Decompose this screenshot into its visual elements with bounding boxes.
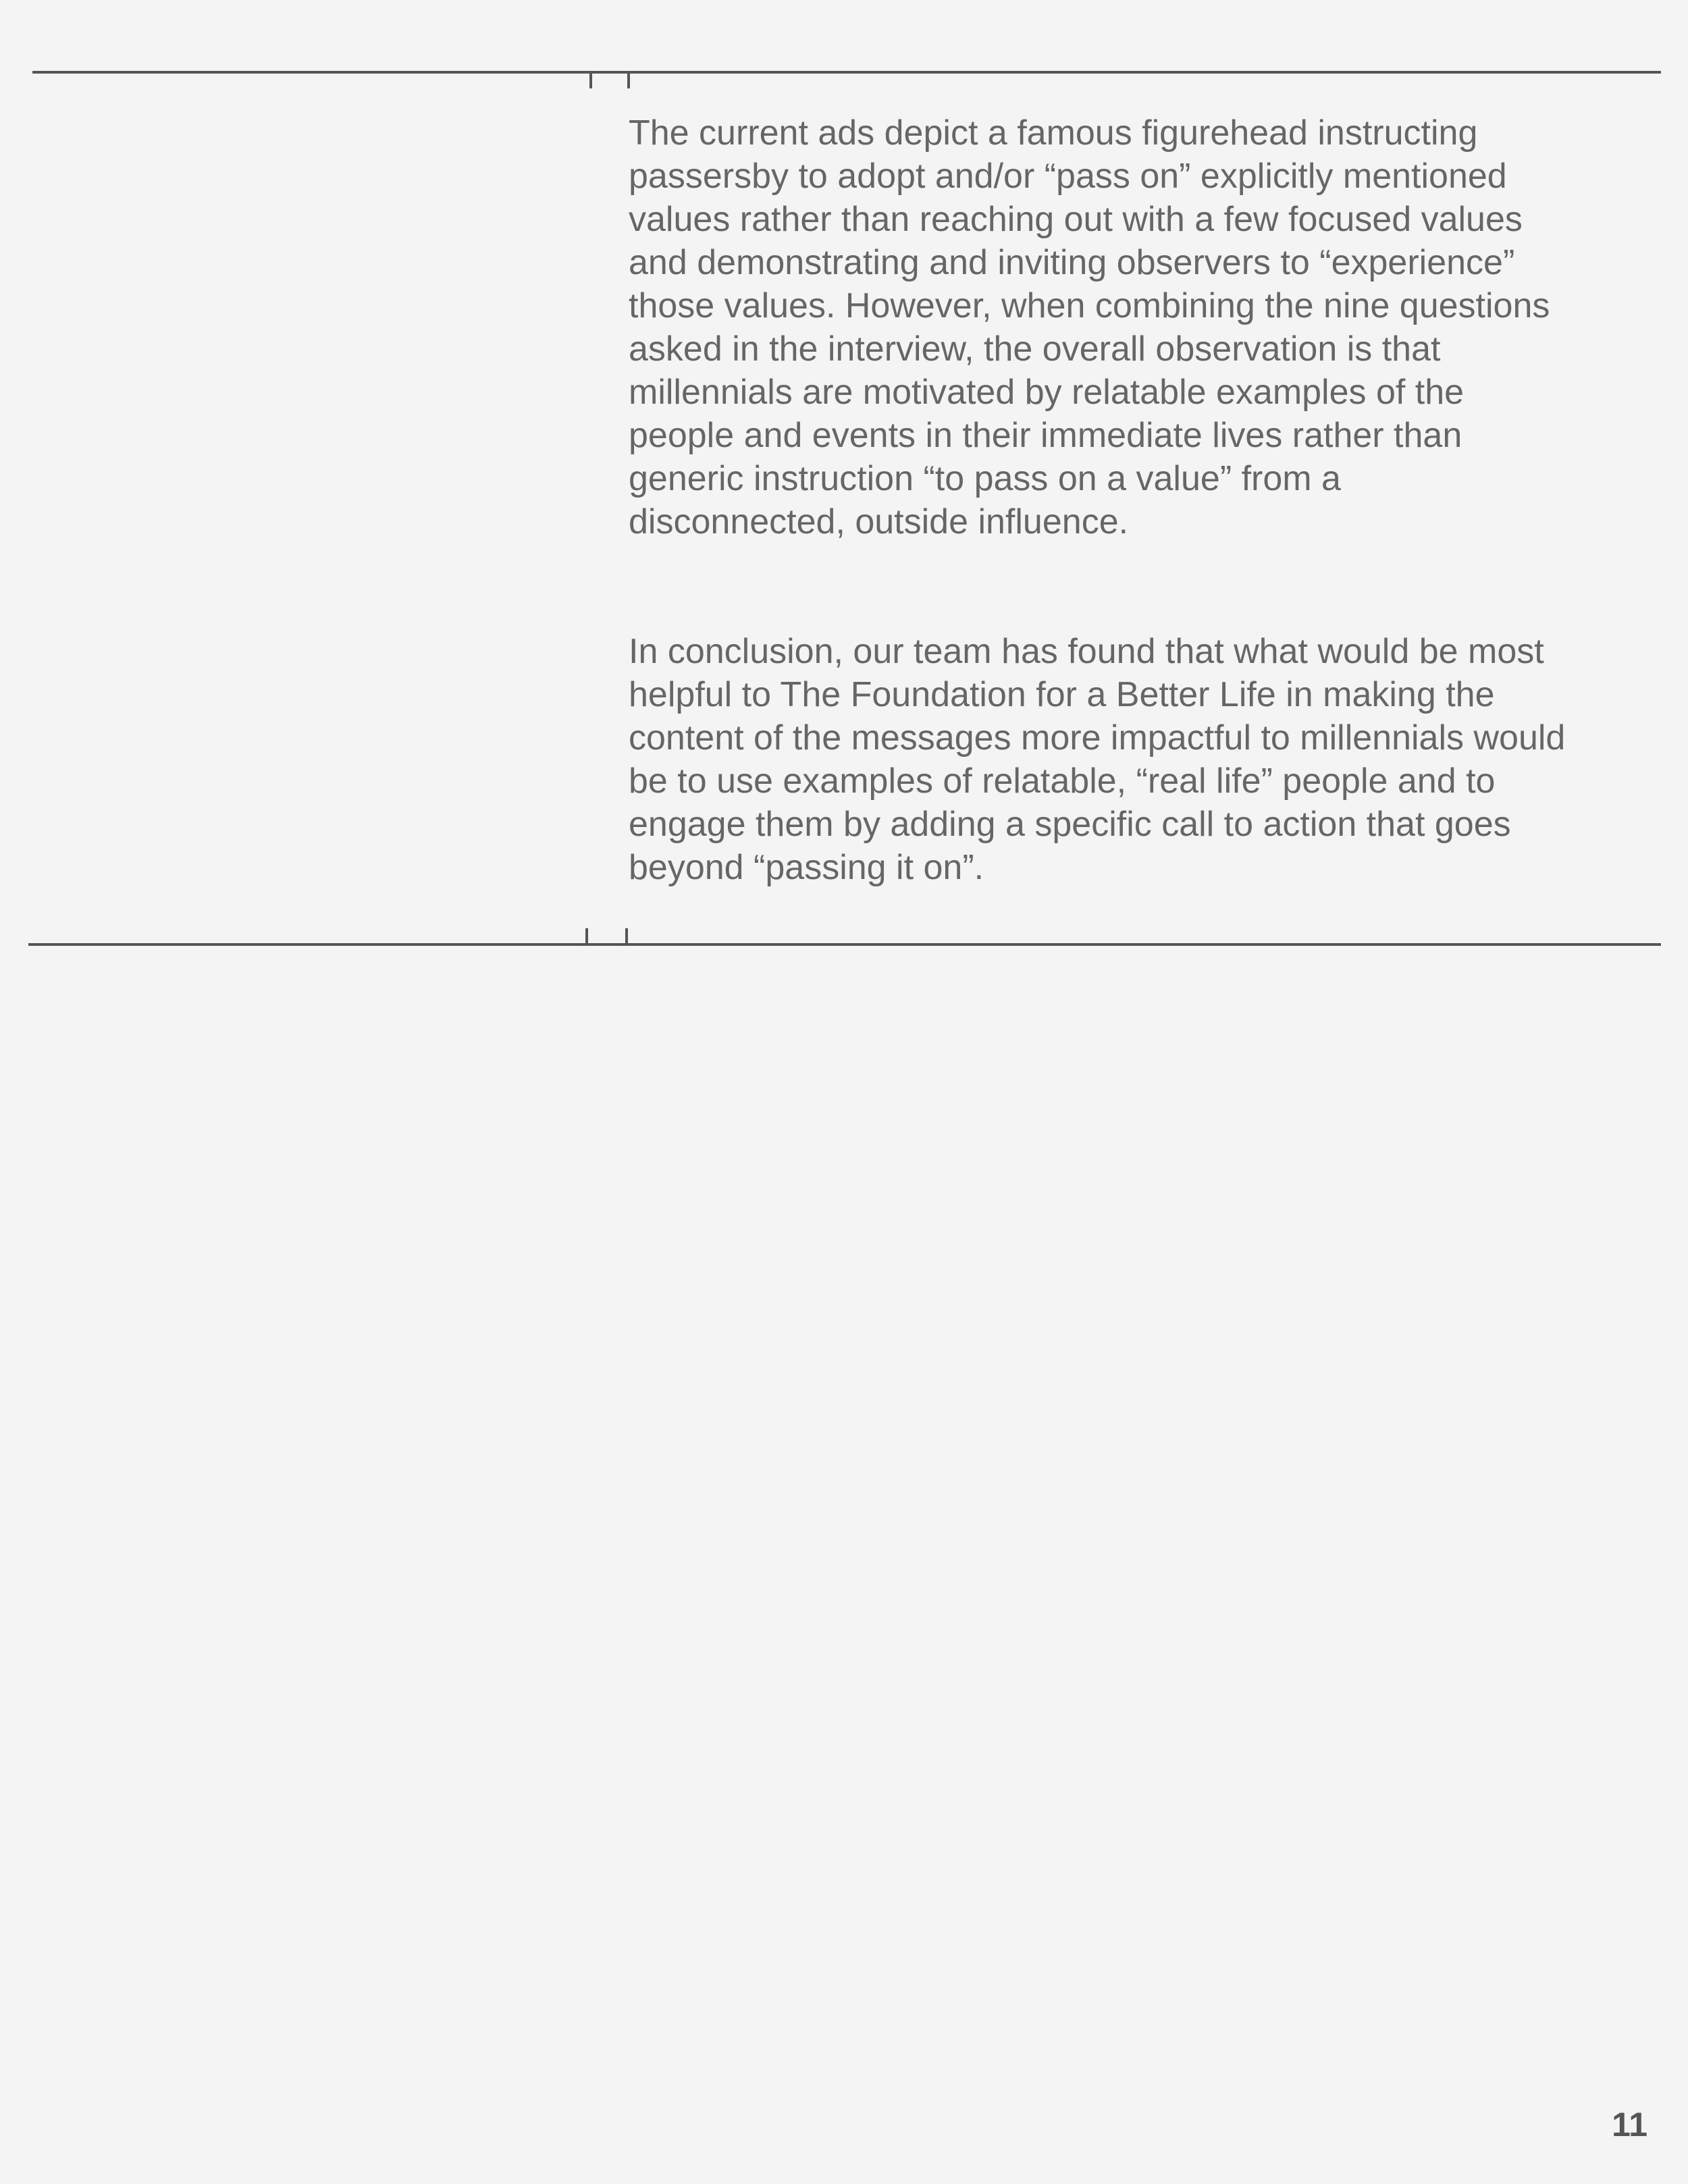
body-text-column <box>629 111 1628 889</box>
body-paragraph-conclusion: In conclusion, our team has found that what would be most helpful to The Foundation for a Better Life in making the content of the messages more impactful to millennials would be to use examples of relatable, “real life” people and to engage them by adding a specific call to action that goes beyond “passing it on”. <box>629 632 1566 887</box>
top-left-tick-mark <box>589 72 592 88</box>
top-divider-rule <box>32 71 1661 74</box>
top-right-tick-mark <box>627 72 630 88</box>
bottom-left-tick-mark <box>585 928 588 944</box>
body-paragraph-observation: The current ads depict a famous figurehead instructing passersby to adopt and/or “pass on” explicitly mentioned values rather than reaching out with a few focused values and demonstrating and inviting observers to “experience” those values. However, when combining the nine questions asked in the interview, the overall observation is that millennials are motivated by relatable examples of the people and events in their immediate lives rather than generic instruction “to pass on a value” from a disconnected, outside influence. <box>629 113 1550 541</box>
bottom-right-tick-mark <box>625 928 628 944</box>
page-number: 11 <box>1612 2106 1647 2143</box>
bottom-divider-rule <box>28 943 1661 946</box>
